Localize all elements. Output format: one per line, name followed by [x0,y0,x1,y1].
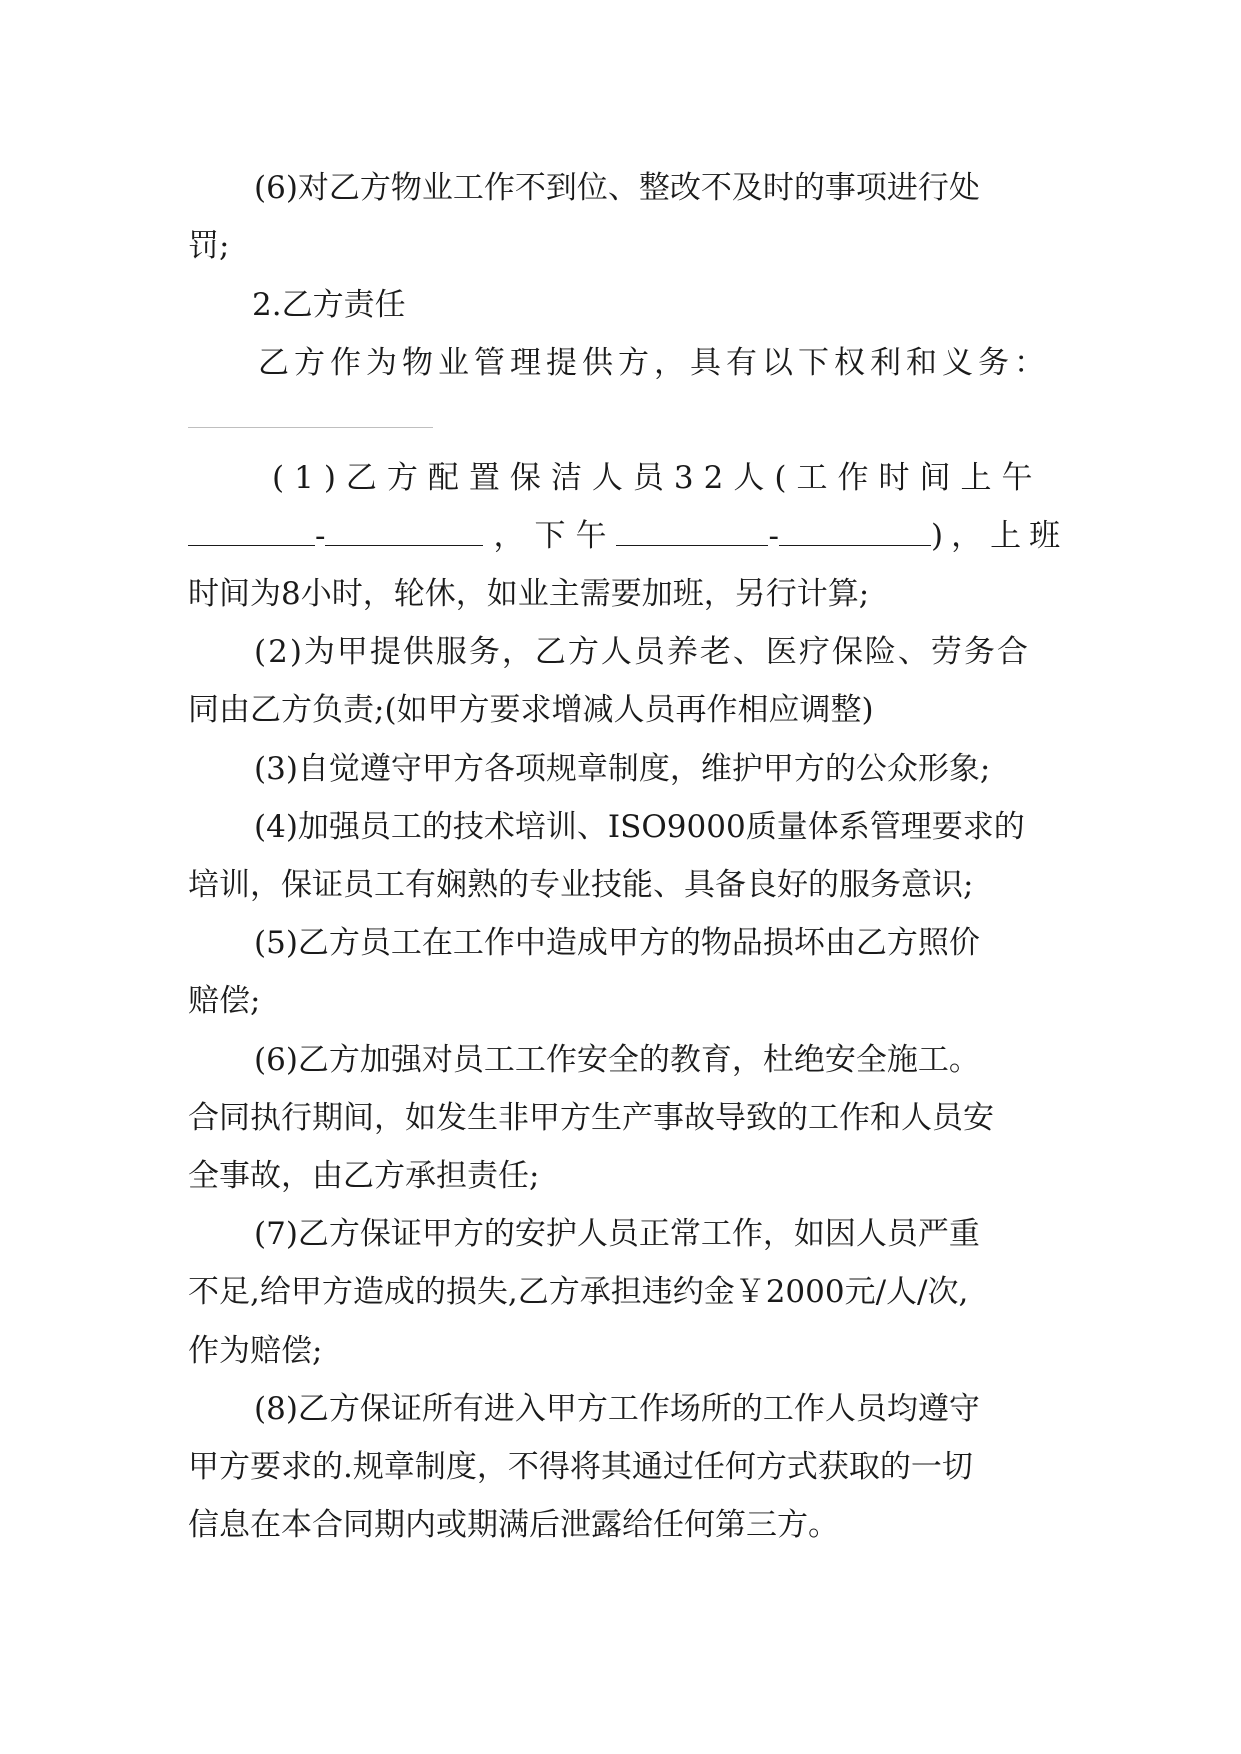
line-text: 2.乙方责任 [252,287,406,323]
line-text: 培训，保证员工有娴熟的专业技能、具备良好的服务意识; [188,867,974,903]
text-line [272,458,1050,498]
text-line [188,1272,1050,1312]
line-text: 乙方作为物业管理提供方，具有以下权利和义务： [258,345,1050,381]
text-line [188,1505,1050,1545]
text-line [188,226,1050,266]
text-line [254,1214,1050,1254]
line-text: (1)乙方配置保洁人员32人(工作时间上午 [272,460,1043,496]
text-line [188,1156,1050,1196]
line-text: (4)加强员工的技术培训、ISO9000质量体系管理要求的 [254,809,1025,845]
line-text: 甲方要求的.规章制度，不得将其通过任何方式获取的一切 [188,1449,973,1485]
text-line [258,343,1050,383]
line-text: 作为赔偿; [188,1333,323,1369]
blank-field [779,519,931,546]
text-line [188,981,1050,1021]
blank-field [325,519,483,546]
line-text: (6)对乙方物业工作不到位、整改不及时的事项进行处 [254,170,980,206]
line-text: (8)乙方保证所有进入甲方工作场所的工作人员均遵守 [254,1391,980,1427]
text-line [188,574,1050,614]
text-line [188,1447,1050,1487]
text-line [254,807,1050,847]
line-text: ，下午 [493,518,617,554]
line-text: 合同执行期间，如发生非甲方生产事故导致的工作和人员安 [188,1100,994,1136]
line-text: 不足,给甲方造成的损失,乙方承担违约金￥2000元/人/次, [188,1274,969,1310]
line-text: 同由乙方负责;(如甲方要求增减人员再作相应调整) [188,692,874,728]
blank-field [188,519,315,546]
text-line [254,923,1050,963]
section-heading [252,285,1114,325]
line-text: (7)乙方保证甲方的安护人员正常工作，如因人员严重 [254,1216,980,1252]
line-text: (2)为甲提供服务，乙方人员养老、医疗保险、劳务合 [254,634,1030,670]
text-line [254,168,1050,208]
line-text: 信息在本合同期内或期满后泄露给任何第三方。 [188,1507,839,1543]
text-line [188,865,1050,905]
text-line [188,690,1050,730]
line-text: 全事故，由乙方承担责任; [188,1158,540,1194]
line-text: 时间为8小时，轮休，如业主需要加班，另行计算; [188,576,870,612]
fill-in-line [188,516,1069,556]
line-text: (3)自觉遵守甲方各项规章制度，维护甲方的公众形象; [254,751,991,787]
line-text: )，上班 [930,518,1069,554]
line-text: (5)乙方员工在工作中造成甲方的物品损坏由乙方照价 [254,925,980,961]
dash-text: - [768,518,779,554]
separator-rule [188,427,433,428]
line-text: 赔偿; [188,983,261,1019]
text-line [254,632,1050,672]
text-line [254,1389,1050,1429]
text-line [188,1331,1050,1371]
line-text: (6)乙方加强对员工工作安全的教育，杜绝安全施工。 [254,1042,980,1078]
blank-field [616,519,768,546]
dash-text: - [315,518,326,554]
line-text: 罚; [188,228,230,264]
text-line [254,1040,1050,1080]
text-line [188,1098,1050,1138]
text-line [254,749,1050,789]
